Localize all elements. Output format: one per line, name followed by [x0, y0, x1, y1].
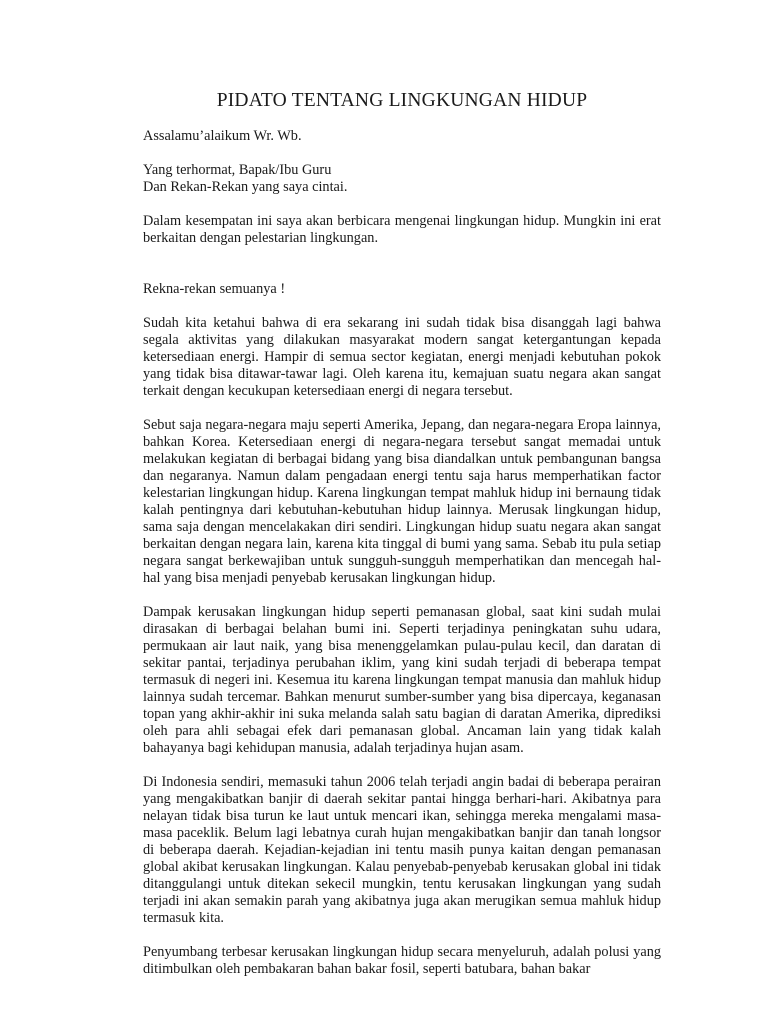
spacer: [143, 298, 661, 315]
body-paragraph: Dampak kerusakan lingkungan hidup seperti pemanasan global, saat kini sudah mulai dirasakan di berbagai belahan bumi ini. Seperti terjadinya peningkatan suhu udara, permukaan air laut naik, yang bisa menenggelamkan pulau-pulau kecil, dan daratan di sekitar pantai, terjadinya perubahan iklim, yang kini sudah terjadi di beberapa tempat termasuk di negeri ini. Kesemua itu karena lingkungan tempat manusia dan mahluk hidup lainnya sudah tercemar. Bahkan menurut sumber-sumber yang bisa dipercaya, keganasan topan yang akhir-akhir ini suka melanda salah satu bagian di daratan Amerika, diprediksi oleh para ahli sebagai efek dari pemanasan global. Ancaman lain yang tidak kalah bahayanya bagi kehidupan manusia, adalah terjadinya hujan asam.: [143, 604, 661, 756]
spacer: [143, 587, 661, 604]
spacer: [143, 927, 661, 944]
address-line: Dan Rekan-Rekan yang saya cintai.: [143, 179, 348, 195]
spacer: [143, 757, 661, 774]
spacer: [143, 145, 661, 162]
spacer: [143, 247, 661, 264]
spacer: [143, 400, 661, 417]
spacer: [143, 264, 661, 281]
body-paragraph: Penyumbang terbesar kerusakan lingkungan hidup secara menyeluruh, adalah polusi yang ditimbulkan oleh pembakaran bahan bakar fosil, seperti batubara, bahan bakar: [143, 944, 661, 977]
document-page: [143, 90, 661, 978]
body-paragraph: Sudah kita ketahui bahwa di era sekarang ini sudah tidak bisa disanggah lagi bahwa segala aktivitas yang dilakukan masyarakat modern sangat ketergantungan kepada ketersediaan energi. Hampir di semua sector kegiatan, energi menjadi kebutuhan pokok yang tidak bisa ditawar-tawar lagi. Oleh karena itu, kemajuan suatu negara akan sangat terkait dengan kecukupan ketersediaan energi di negara tersebut.: [143, 315, 661, 399]
body-paragraph: Sebut saja negara-negara maju seperti Amerika, Jepang, dan negara-negara Eropa lainnya, bahkan Korea. Ketersediaan energi di negara-negara tersebut sangat memadai untuk melakukan kegiatan di berbagai bidang yang bisa diandalkan untuk pembangunan bangsa dan negaranya. Namun dalam pengadaan energi tentu saja harus memperhatikan factor kelestarian lingkungan hidup. Karena lingkungan tempat mahluk hidup ini bernaung tidak kalah pentingnya dari kebutuhan-kebutuhan hidup lainnya. Merusak lingkungan hidup, sama saja dengan mencelakakan diri sendiri. Lingkungan hidup suatu negara akan sangat berkaitan dengan negara lain, karena kita tinggal di bumi yang sama. Sebab itu pula setiap negara sangat berkewajiban untuk sungguh-sungguh memperhatikan dan mencegah hal-hal yang bisa menjadi penyebab kerusakan lingkungan hidup.: [143, 417, 661, 586]
spacer: [143, 196, 661, 213]
address-line: Yang terhormat, Bapak/Ibu Guru: [143, 162, 332, 178]
body-paragraph: Di Indonesia sendiri, memasuki tahun 2006 telah terjadi angin badai di beberapa perairan yang mengakibatkan banjir di daerah sekitar pantai hingga berhari-hari. Akibatnya para nelayan tidak bisa turun ke laut untuk mencari ikan, sehingga mereka mengalami masa-masa paceklik. Belum lagi lebatnya curah hujan mengakibatkan banjir dan tanah longsor di beberapa daerah. Kejadian-kejadian ini tentu masih punya kaitan dengan pemanasan global akibat kerusakan lingkungan. Kalau penyebab-penyebab kerusakan global ini tidak ditanggulangi untuk ditekan sekecil mungkin, tentu kerusakan lingkungan yang sudah terjadi ini akan semakin parah yang akibatnya juga akan merugikan semua mahluk hidup termasuk kita.: [143, 774, 661, 926]
salutation: Rekna-rekan semuanya !: [143, 281, 286, 297]
greeting: Assalamu’alaikum Wr. Wb.: [143, 128, 302, 144]
intro-paragraph: Dalam kesempatan ini saya akan berbicara mengenai lingkungan hidup. Mungkin ini erat berkaitan dengan pelestarian lingkungan.: [143, 213, 661, 246]
document-title: PIDATO TENTANG LINGKUNGAN HIDUP: [216, 90, 588, 111]
